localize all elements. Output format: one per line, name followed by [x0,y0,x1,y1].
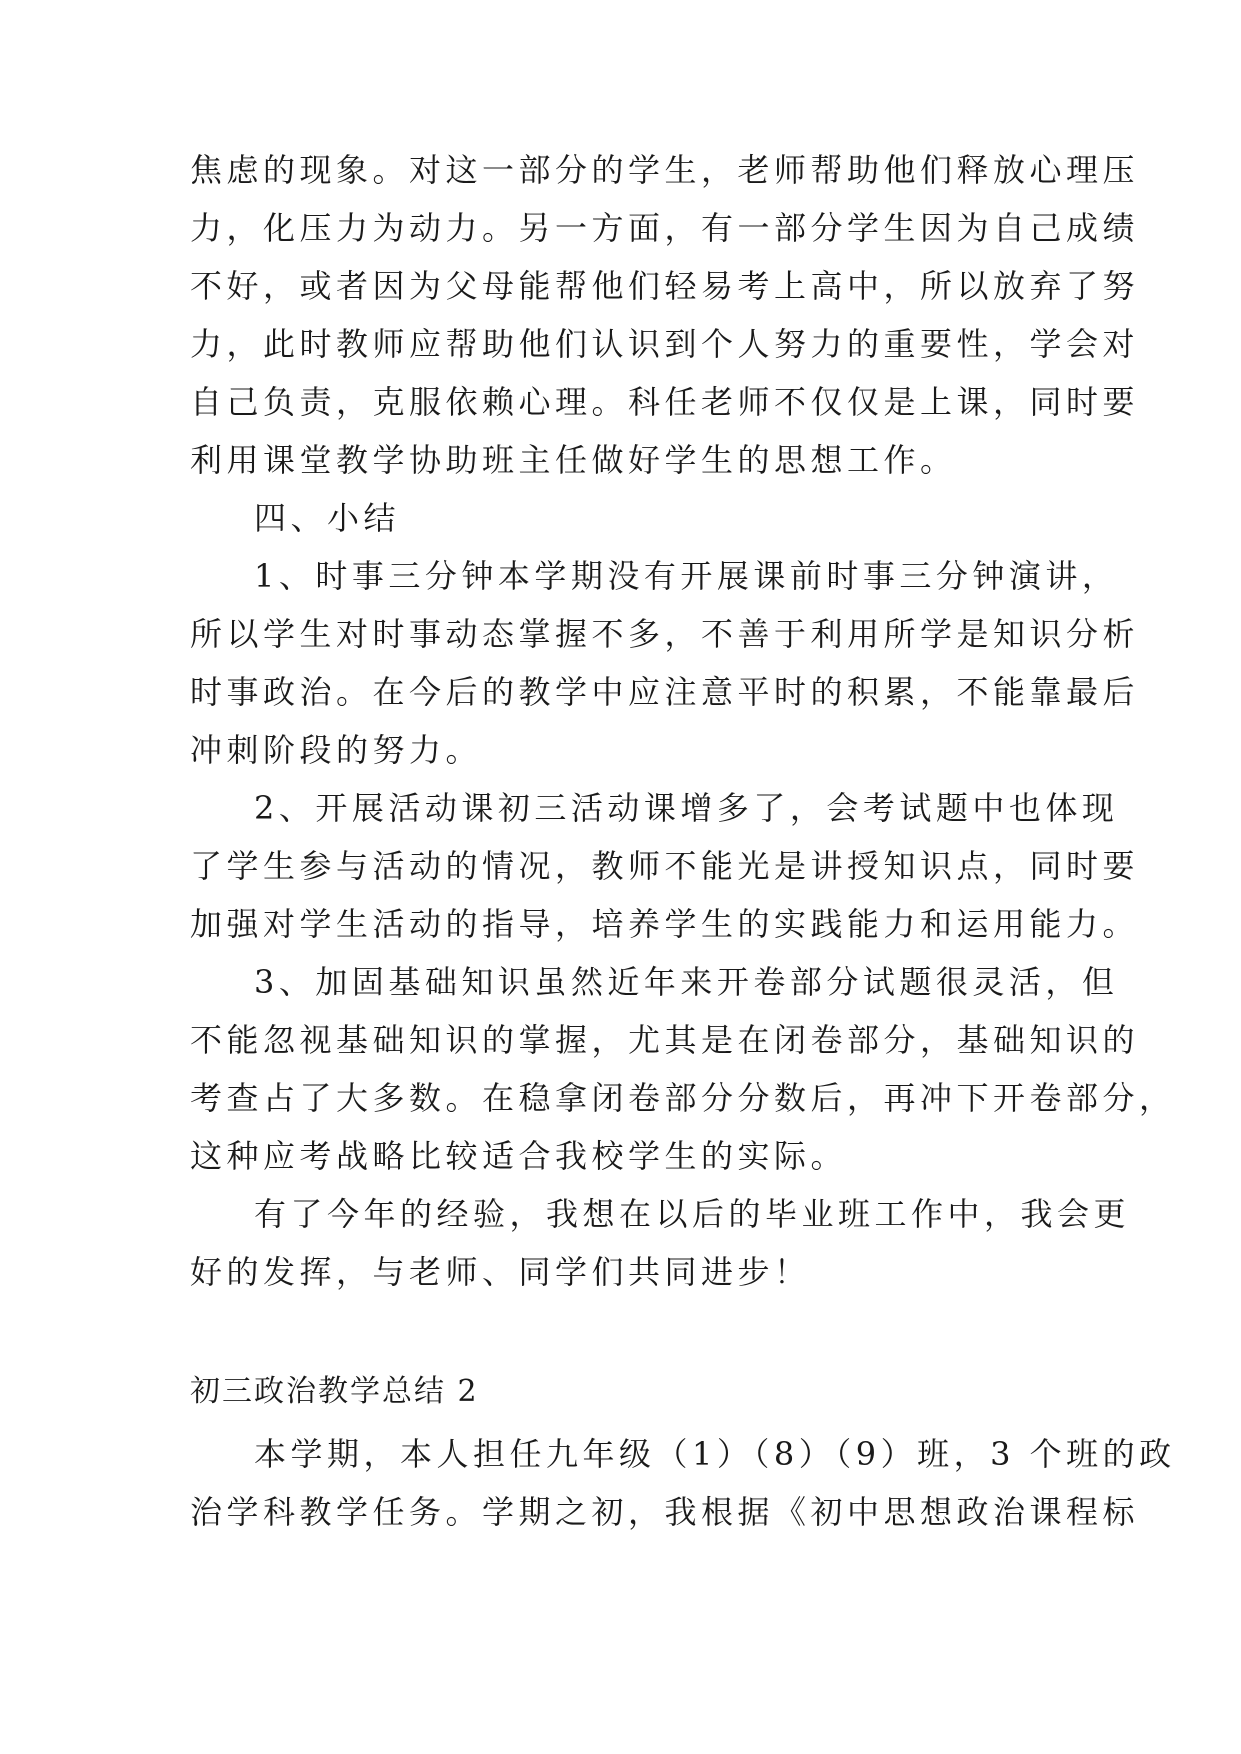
section-heading: 四、小结 [254,499,401,537]
paragraph-line: 焦虑的现象。对这一部分的学生，老师帮助他们释放心理压 [190,151,1140,189]
paragraph-line: 有了今年的经验，我想在以后的毕业班工作中，我会更 [254,1195,1131,1233]
paragraph-line: 不能忽视基础知识的掌握，尤其是在闭卷部分，基础知识的 [190,1021,1140,1059]
paragraph-line: 治学科教学任务。学期之初，我根据《初中思想政治课程标 [190,1493,1140,1531]
paragraph-line: 不好，或者因为父母能帮他们轻易考上高中，所以放弃了努 [190,267,1140,305]
paragraph-line: 所以学生对时事动态掌握不多，不善于利用所学是知识分析 [190,615,1140,653]
paragraph-line: 时事政治。在今后的教学中应注意平时的积累，不能靠最后 [190,673,1140,711]
paragraph-line: 2、开展活动课初三活动课增多了，会考试题中也体现 [254,789,1119,827]
section-title: 初三政治教学总结 2 [190,1374,479,1409]
paragraph-line: 力，化压力为动力。另一方面，有一部分学生因为自己成绩 [190,209,1140,247]
paragraph-line: 冲刺阶段的努力。 [190,731,483,769]
paragraph-line: 力，此时教师应帮助他们认识到个人努力的重要性，学会对 [190,325,1140,363]
paragraph-line: 1、时事三分钟本学期没有开展课前时事三分钟演讲， [254,557,1119,595]
paragraph-line: 利用课堂教学协助班主任做好学生的思想工作。 [190,441,957,479]
paragraph-line: 好的发挥，与老师、同学们共同进步！ [190,1253,811,1291]
paragraph-line: 3、加固基础知识虽然近年来开卷部分试题很灵活，但 [254,963,1119,1001]
paragraph-line: 了学生参与活动的情况，教师不能光是讲授知识点，同时要 [190,847,1140,885]
paragraph-line: 加强对学生活动的指导，培养学生的实践能力和运用能力。 [190,905,1140,943]
paragraph-line: 自己负责，克服依赖心理。科任老师不仅仅是上课，同时要 [190,383,1140,421]
paragraph-line: 考查占了大多数。在稳拿闭卷部分分数后，再冲下开卷部分， [190,1079,1176,1117]
paragraph-line: 这种应考战略比较适合我校学生的实际。 [190,1137,848,1175]
paragraph-line: 本学期，本人担任九年级（1）（8）（9）班，3 个班的政 [254,1435,1176,1473]
